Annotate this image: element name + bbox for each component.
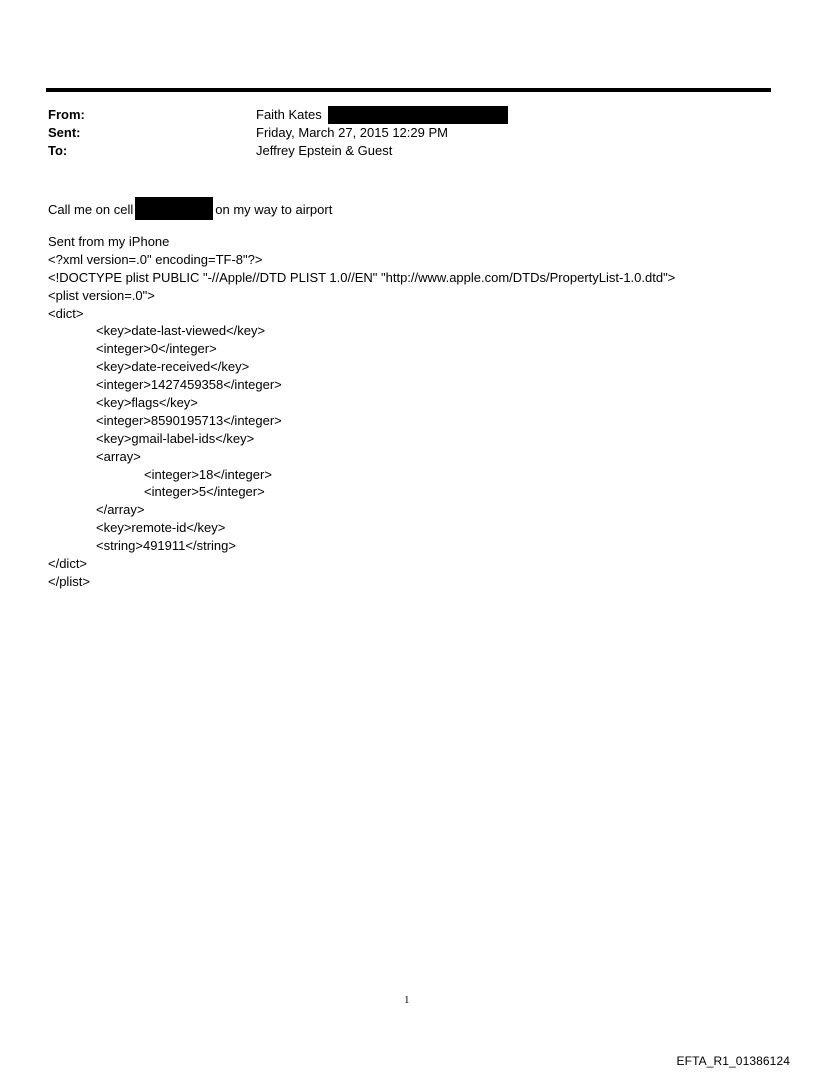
xml-line: </dict> xyxy=(48,556,88,572)
xml-line: <plist version=.0"> xyxy=(48,287,155,303)
redaction-box xyxy=(135,197,213,220)
header-rule xyxy=(46,88,771,92)
xml-line: Sent from my iPhone xyxy=(48,234,170,249)
sent-label: Sent: xyxy=(48,125,81,140)
xml-line: <key>flags</key> xyxy=(96,395,198,411)
page-number: 1 xyxy=(404,994,410,1006)
xml-line: <!DOCTYPE plist PUBLIC "-//Apple//DTD PLIST 1.0//EN" "http://www.apple.com/DTDs/PropertyList-1.0.dtd"> xyxy=(48,269,676,285)
xml-line: <integer>8590195713</integer> xyxy=(96,412,282,428)
to-value: Jeffrey Epstein & Guest xyxy=(256,143,393,158)
xml-line: </plist> xyxy=(48,573,90,589)
from-label: From: xyxy=(48,107,85,122)
xml-line: <array> xyxy=(96,448,141,464)
xml-line: <key>remote-id</key> xyxy=(96,520,226,536)
from-value-group xyxy=(256,106,508,124)
xml-line: <dict> xyxy=(48,305,84,321)
xml-line: <string>491911</string> xyxy=(96,538,236,554)
from-value: Faith Kates xyxy=(256,107,322,122)
xml-line: <key>gmail-label-ids</key> xyxy=(96,430,255,446)
xml-line: <integer>18</integer> xyxy=(144,466,272,482)
xml-line: </array> xyxy=(96,502,145,518)
xml-block xyxy=(48,233,675,591)
message-text-before: Call me on cell xyxy=(48,202,134,217)
sent-value: Friday, March 27, 2015 12:29 PM xyxy=(256,125,448,140)
to-label: To: xyxy=(48,143,68,158)
message-line xyxy=(48,197,332,220)
xml-line: <key>date-received</key> xyxy=(96,359,250,375)
xml-line: <integer>0</integer> xyxy=(96,341,217,357)
xml-line: <integer>1427459358</integer> xyxy=(96,377,282,393)
xml-line: <key>date-last-viewed</key> xyxy=(96,323,266,339)
redaction-box xyxy=(328,106,508,124)
message-text-after: on my way to airport xyxy=(215,202,333,217)
xml-line: <integer>5</integer> xyxy=(144,484,265,500)
xml-line: <?xml version=.0" encoding=TF-8"?> xyxy=(48,251,263,267)
bates-number: EFTA_R1_01386124 xyxy=(676,1054,790,1068)
